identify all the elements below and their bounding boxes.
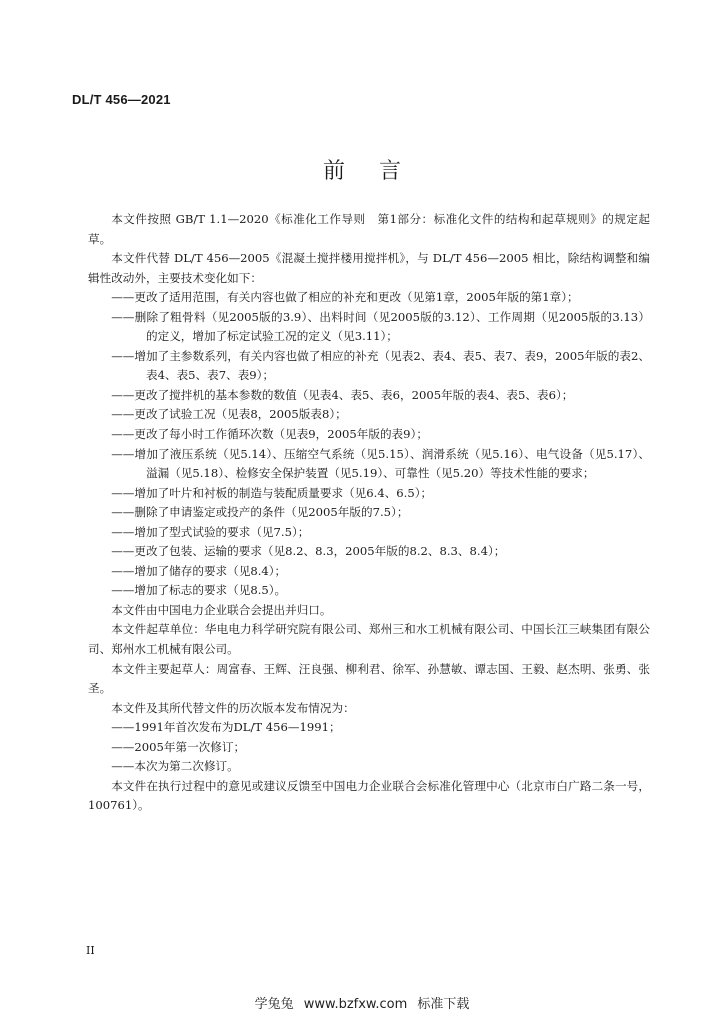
change-item: ——增加了主参数系列，有关内容也做了相应的补充（见表2、表4、表5、表7、表9，2005年版的表2、表4、表5、表7、表9）； xyxy=(111,348,650,383)
site-tagline: 标准下载 xyxy=(417,997,470,1012)
paragraph-feedback: 本文件在执行过程中的意见或建议反馈至中国电力企业联合会标准化管理中心（北京市白广路二条一号，100761）。 xyxy=(88,778,650,813)
paragraph-proposer: 本文件由中国电力企业联合会提出并归口。 xyxy=(111,602,332,617)
change-item: ——删除了申请鉴定或投产的条件（见2005年版的7.5）； xyxy=(111,505,409,520)
site-url[interactable]: www.bzfxw.com xyxy=(303,997,408,1012)
change-item: ——更改了适用范围，有关内容也做了相应的补充和更改（见第1章，2005年版的第1章）； xyxy=(111,290,579,305)
paragraph-history-intro: 本文件及其所代替文件的历次版本发布情况为： xyxy=(111,700,355,715)
history-item: ——本次为第二次修订。 xyxy=(111,759,239,774)
paragraph-drafting-units: 本文件起草单位：华电电力科学研究院有限公司、郑州三和水工机械有限公司、中国长江三峡集团有限公司、郑州水工机械有限公司。 xyxy=(88,622,650,657)
site-name: 学兔兔 xyxy=(254,997,294,1012)
history-item: ——2005年第一次修订； xyxy=(111,739,246,754)
change-item: ——增加了型式试验的要求（见7.5）； xyxy=(111,524,310,539)
change-item: ——更改了每小时工作循环次数（见表9，2005年版的表9）； xyxy=(111,427,428,442)
document-id: DL/T 456—2021 xyxy=(72,92,171,107)
paragraph-drafting-rules: 本文件按照 GB/T 1.1—2020《标准化工作导则 第1部分：标准化文件的结构和起草规则》的规定起草。 xyxy=(88,212,650,246)
change-item: ——增加了液压系统（见5.14）、压缩空气系统（见5.15）、润滑系统（见5.16）、电气设备（见5.17）、溢漏（见5.18）、检修安全保护装置（见5.19）、可靠性（见5.20）等技术性能的要求； xyxy=(111,446,650,481)
change-item: ——更改了搅拌机的基本参数的数值（见表4、表5、表6，2005年版的表4、表5、表6）； xyxy=(111,387,574,402)
change-item: ——增加了储存的要求（见8.4）； xyxy=(111,563,287,578)
change-item: ——增加了叶片和衬板的制造与装配质量要求（见6.4、6.5）； xyxy=(111,485,433,500)
page-title: 前言 xyxy=(322,159,435,184)
change-item: ——更改了包装、运输的要求（见8.2、8.3，2005年版的8.2、8.3、8.4）； xyxy=(111,544,506,559)
watermark-footer xyxy=(0,993,724,1012)
page-number: II xyxy=(86,944,95,957)
change-item: ——更改了试验工况（见表8，2005版表8）； xyxy=(111,407,347,422)
paragraph-replaces: 本文件代替 DL/T 456—2005《混凝土搅拌楼用搅拌机》，与 DL/T 456—2005 相比，除结构调整和编辑性改动外，主要技术变化如下： xyxy=(88,251,650,285)
change-item: ——删除了粗骨料（见2005版的3.9）、出料时间（见2005版的3.12）、工作周期（见2005版的3.13）的定义，增加了标定试验工况的定义（见3.11）； xyxy=(111,309,650,344)
history-item: ——1991年首次发布为DL/T 456—1991； xyxy=(111,720,341,735)
paragraph-drafters: 本文件主要起草人：周富春、王辉、汪良强、柳利君、徐军、孙慧敏、谭志国、王毅、赵杰明、张勇、张圣。 xyxy=(88,661,650,696)
foreword-body xyxy=(88,210,650,816)
change-item: ——增加了标志的要求（见8.5）。 xyxy=(111,583,287,598)
